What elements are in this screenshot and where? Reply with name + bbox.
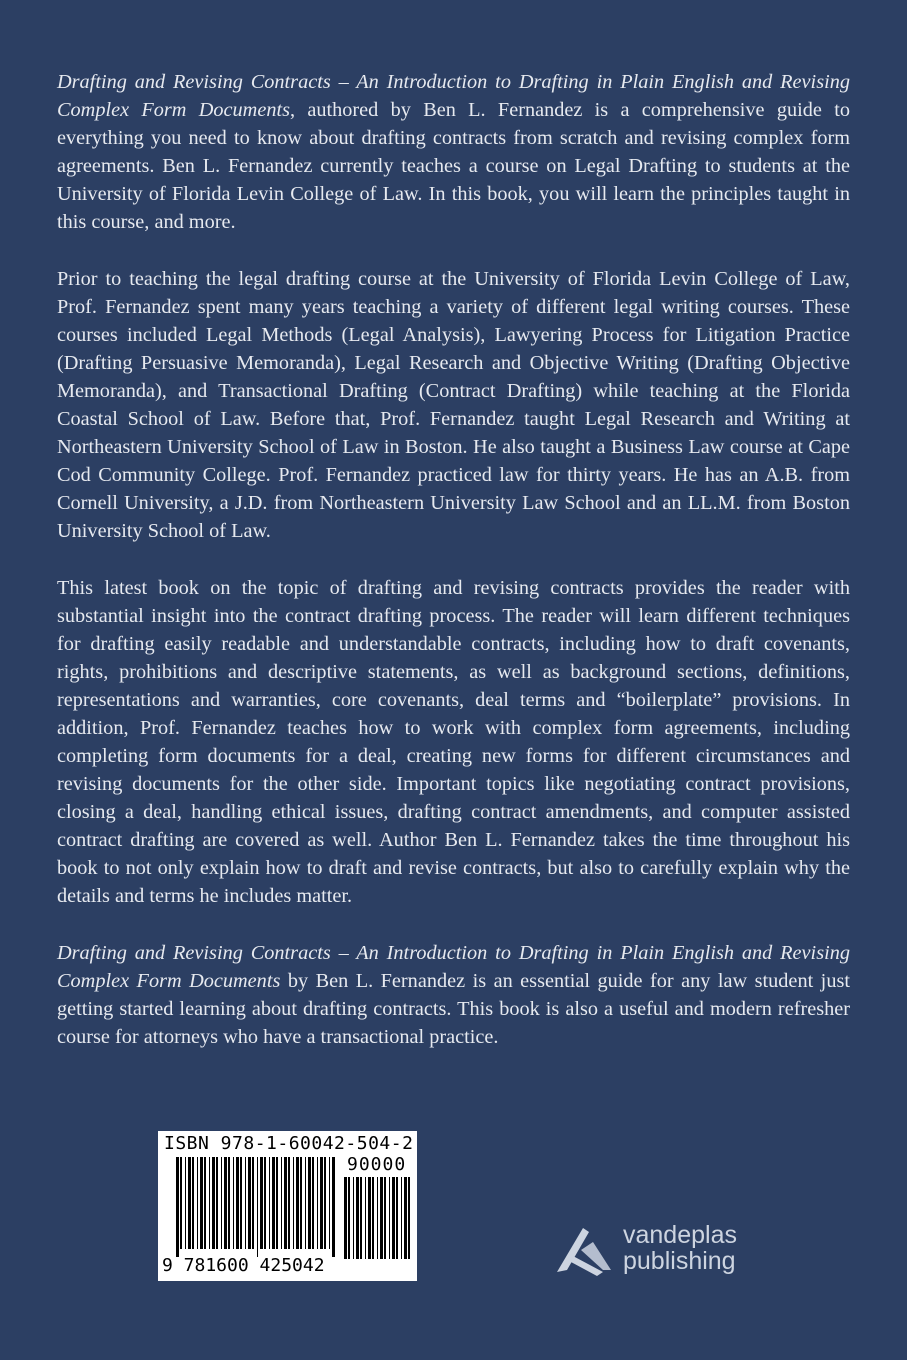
- ean-bars: [176, 1157, 336, 1257]
- barcode-bar: [212, 1157, 215, 1249]
- barcode-bar: [332, 1157, 335, 1257]
- blurb-text: [57, 68, 850, 1080]
- barcode-bar: [240, 1157, 242, 1249]
- barcode-bar: [396, 1177, 398, 1259]
- blurb-paragraph-3: This latest book on the topic of drafting and revising contracts provides the reader with substantial insight into the contract drafting process. The reader will learn different techniques for drafting easily readable and understandable contracts, including how to draft covenants, rights, prohibitions and descriptive statements, as well as background sections, definitions, representations and warranties, core covenants, deal terms and “boilerplate” provisions. In addition, Prof. Fernandez teaches how to work with complex form agreements, including completing form documents for a deal, creating new forms for different circumstances and revising documents for the other side. Important topics like negotiating contract provisions, closing a deal, handling ethical issues, drafting contract amendments, and computer assisted contract drafting are covered as well. Author Ben L. Fernandez takes the time throughout his book to not only explain how to draft and revise contracts, but also to carefully explain why the details and terms he includes matter.: [57, 577, 850, 907]
- barcode-bar: [360, 1177, 362, 1259]
- publisher-logo: [553, 1222, 793, 1282]
- barcode-bar: [209, 1157, 210, 1249]
- barcode-bar: [200, 1157, 203, 1249]
- barcode-bar: [192, 1157, 194, 1249]
- blurb-paragraph-1: [57, 68, 850, 236]
- barcode-bar: [329, 1157, 330, 1249]
- barcode-bar: [272, 1157, 275, 1249]
- book-title-italic-2: Drafting and Revising Contracts – An Introduction to Drafting in Plain English and Revising Complex Form Documents: [57, 942, 850, 992]
- barcode-bar: [236, 1157, 239, 1249]
- barcode-bar: [392, 1177, 395, 1259]
- barcode-bar: [284, 1157, 287, 1249]
- barcode-bar: [180, 1157, 182, 1249]
- barcode-bar: [281, 1157, 282, 1249]
- barcode-bar: [305, 1157, 306, 1249]
- barcode-bar: [320, 1157, 323, 1249]
- barcode-bar: [372, 1177, 374, 1259]
- barcode-bar: [221, 1157, 222, 1249]
- barcode-bar: [389, 1177, 390, 1259]
- blurb-paragraph-1-text: , authored by Ben L. Fernandez is a comprehensive guide to everything you need to know about drafting contracts from scratch and revising complex form agreements. Ben L. Fernandez currently teaches a course on Legal Drafting to students at the University of Florida Levin College of Law. In this book, you will learn the principles taught in this course, and more.: [57, 99, 850, 233]
- isbn-barcode: [158, 1131, 417, 1281]
- barcode-bar: [353, 1177, 354, 1259]
- barcode-bar: [384, 1177, 386, 1259]
- barcode-bar: [245, 1157, 246, 1249]
- barcode-bar: [312, 1157, 314, 1249]
- publisher-name-line-1: vandeplas: [623, 1221, 737, 1249]
- barcode-bar: [365, 1177, 366, 1259]
- barcode-bar: [216, 1157, 218, 1249]
- barcode-bar: [185, 1157, 186, 1249]
- blurb-paragraph-4-text: by Ben L. Fernandez is an essential guide for any law student just getting started learning about drafting contracts. This book is also a useful and modern refresher course for attorneys who have a transactional practice.: [57, 970, 850, 1048]
- barcode-bar: [260, 1157, 263, 1249]
- barcode-bar: [288, 1157, 290, 1249]
- barcode-bar: [188, 1157, 191, 1249]
- barcode-bar: [356, 1177, 359, 1259]
- barcode-bar: [176, 1157, 179, 1257]
- barcode-bar: [204, 1157, 206, 1249]
- barcode-bar: [408, 1177, 410, 1259]
- barcode-bar: [368, 1177, 371, 1259]
- barcode-bar: [269, 1157, 270, 1249]
- barcode-bar: [348, 1177, 350, 1259]
- barcode-bar: [344, 1177, 347, 1259]
- barcode-bar: [257, 1157, 258, 1257]
- barcode-bar: [293, 1157, 294, 1249]
- blurb-paragraph-2: Prior to teaching the legal drafting course at the University of Florida Levin College of Law, Prof. Fernandez spent many years teaching a variety of different legal writing courses. These courses included Legal Methods (Legal Analysis), Lawyering Process for Litigation Practice (Drafting Persuasive Memoranda), Legal Research and Objective Writing (Drafting Objective Memoranda), and Transactional Drafting (Contract Drafting) while teaching at the Florida Coastal School of Law. Before that, Prof. Fernandez taught Legal Research and Writing at Northeastern University School of Law in Boston. He also taught a Business Law course at Cape Cod Community College. Prof. Fernandez practiced law for thirty years. He has an A.B. from Cornell University, a J.D. from Northeastern University Law School and an LL.M. from Boston University School of Law.: [57, 268, 850, 542]
- publisher-name-line-2: publishing: [623, 1247, 736, 1275]
- barcode-bar: [252, 1157, 254, 1249]
- book-title-italic: Drafting and Revising Contracts – An Introduction to Drafting in Plain English and Revising Complex Form Documents: [57, 71, 850, 121]
- barcode-bar: [377, 1177, 378, 1259]
- barcode-bar: [248, 1157, 251, 1249]
- barcode-bar: [380, 1177, 383, 1259]
- isbn-number: ISBN 978-1-60042-504-2: [164, 1133, 414, 1154]
- barcode-bar: [264, 1157, 266, 1249]
- barcode-bar: [296, 1157, 299, 1249]
- barcode-bar: [197, 1157, 198, 1249]
- blurb-paragraph-4: [57, 939, 850, 1051]
- publisher-name: [623, 1222, 737, 1274]
- addon-bars: [344, 1177, 410, 1267]
- barcode-bar: [324, 1157, 326, 1249]
- barcode-bar: [308, 1157, 311, 1249]
- barcode-bar: [404, 1177, 407, 1259]
- barcode-bar: [401, 1177, 402, 1259]
- barcode-bar: [300, 1157, 302, 1249]
- barcode-bar: [228, 1157, 230, 1249]
- price-code: 90000: [347, 1154, 407, 1175]
- barcode-bar: [224, 1157, 227, 1249]
- ean-digits: 9 781600 425042: [162, 1255, 325, 1276]
- publisher-logo-mark-icon: [553, 1222, 615, 1278]
- barcode-bar: [276, 1157, 278, 1249]
- barcode-bar: [233, 1157, 234, 1249]
- barcode-bar: [317, 1157, 318, 1249]
